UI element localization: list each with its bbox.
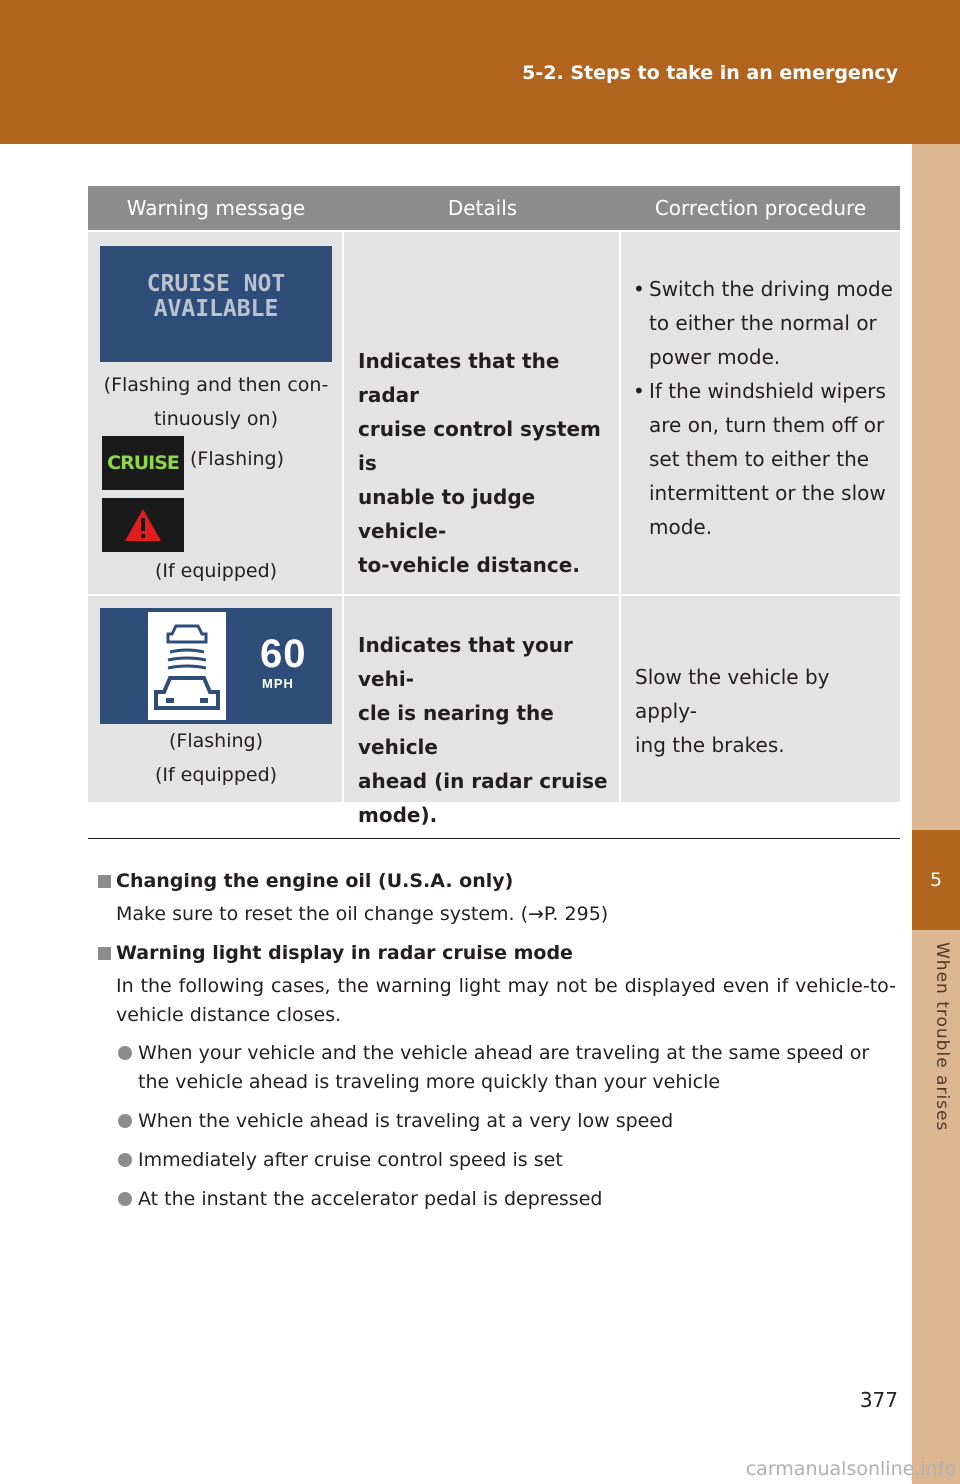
table-row: [88, 230, 900, 594]
cruise-not-available-display: [100, 246, 332, 362]
display-text: CRUISE NOT AVAILABLE: [146, 271, 286, 322]
procedure-list: [633, 272, 895, 544]
notes-section: [96, 866, 896, 1224]
circle-bullet-icon: [118, 1153, 132, 1167]
table-header: [88, 186, 900, 230]
display-caption: (Flashing and then con- tinuously on): [103, 374, 329, 430]
display-caption: (Flashing) (If equipped): [154, 730, 278, 786]
square-bullet-icon: [98, 875, 111, 888]
warning-message-cell: [88, 232, 344, 594]
page-number: 377: [859, 1388, 898, 1412]
warning-table: [88, 186, 900, 827]
list-item: At the instant the accelerator pedal is depressed: [96, 1185, 896, 1214]
details-text: Indicates that the radar cruise control system is unable to judge vehicle- to-vehicle distance.: [358, 349, 601, 577]
chapter-tab: 5: [912, 830, 960, 930]
master-warning-caption: (If equipped): [154, 560, 278, 582]
note-heading: [96, 866, 896, 896]
indicator-caption: (Flashing): [190, 448, 284, 470]
details-cell: [344, 596, 621, 827]
cruise-indicator-icon: [102, 436, 184, 490]
chapter-label: When trouble arises: [932, 942, 952, 1132]
list-item: When your vehicle and the vehicle ahead are traveling at the same speed or the vehicle ahead is traveling more quickly than your vehicle: [96, 1039, 896, 1097]
note-heading: [96, 938, 896, 968]
column-header: Correction procedure: [654, 196, 867, 220]
details-text: Indicates that your vehi- cle is nearing the vehicle ahead (in radar cruise mode).: [358, 633, 608, 827]
master-warning-icon: [102, 498, 184, 552]
column-header: Warning message: [126, 196, 306, 220]
list-item: • If the windshield wipers are on, turn them off or set them to either the intermittent or the slow mode.: [633, 374, 895, 544]
column-header: Details: [447, 196, 518, 220]
note-body: Make sure to reset the oil change system. (→P. 295): [116, 903, 609, 925]
indicator-word: CRUISE: [107, 452, 179, 474]
warning-message-cell: [88, 596, 344, 802]
divider: [88, 838, 900, 839]
list-item: • Switch the driving mode to either the normal or power mode.: [633, 272, 895, 374]
note-heading-text: Changing the engine oil (U.S.A. only): [116, 870, 514, 892]
side-strip: [912, 144, 960, 1484]
table-row: [88, 594, 900, 827]
approach-car-icon: [148, 612, 226, 720]
speed-unit: MPH: [262, 676, 294, 691]
circle-bullet-icon: [118, 1192, 132, 1206]
footer-site: carmanualsonline.info: [745, 1458, 956, 1480]
list-item: Immediately after cruise control speed is set: [96, 1146, 896, 1175]
square-bullet-icon: [98, 947, 111, 960]
note-heading-text: Warning light display in radar cruise mode: [116, 942, 573, 964]
vehicle-approach-display: [100, 608, 332, 724]
correction-procedure-cell: [621, 232, 900, 594]
circle-bullet-icon: [118, 1046, 132, 1060]
section-title: 5-2. Steps to take in an emergency: [522, 62, 898, 84]
procedure-text: Slow the vehicle by apply- ing the brakes.: [635, 665, 830, 757]
circle-bullet-icon: [118, 1114, 132, 1128]
details-cell: [344, 232, 621, 594]
correction-procedure-cell: [621, 596, 900, 802]
speed-readout: 60: [260, 632, 307, 676]
note-body: In the following cases, the warning light may not be displayed even if vehicle-to-vehicle distance closes.: [116, 975, 896, 1026]
list-item: When the vehicle ahead is traveling at a very low speed: [96, 1107, 896, 1136]
